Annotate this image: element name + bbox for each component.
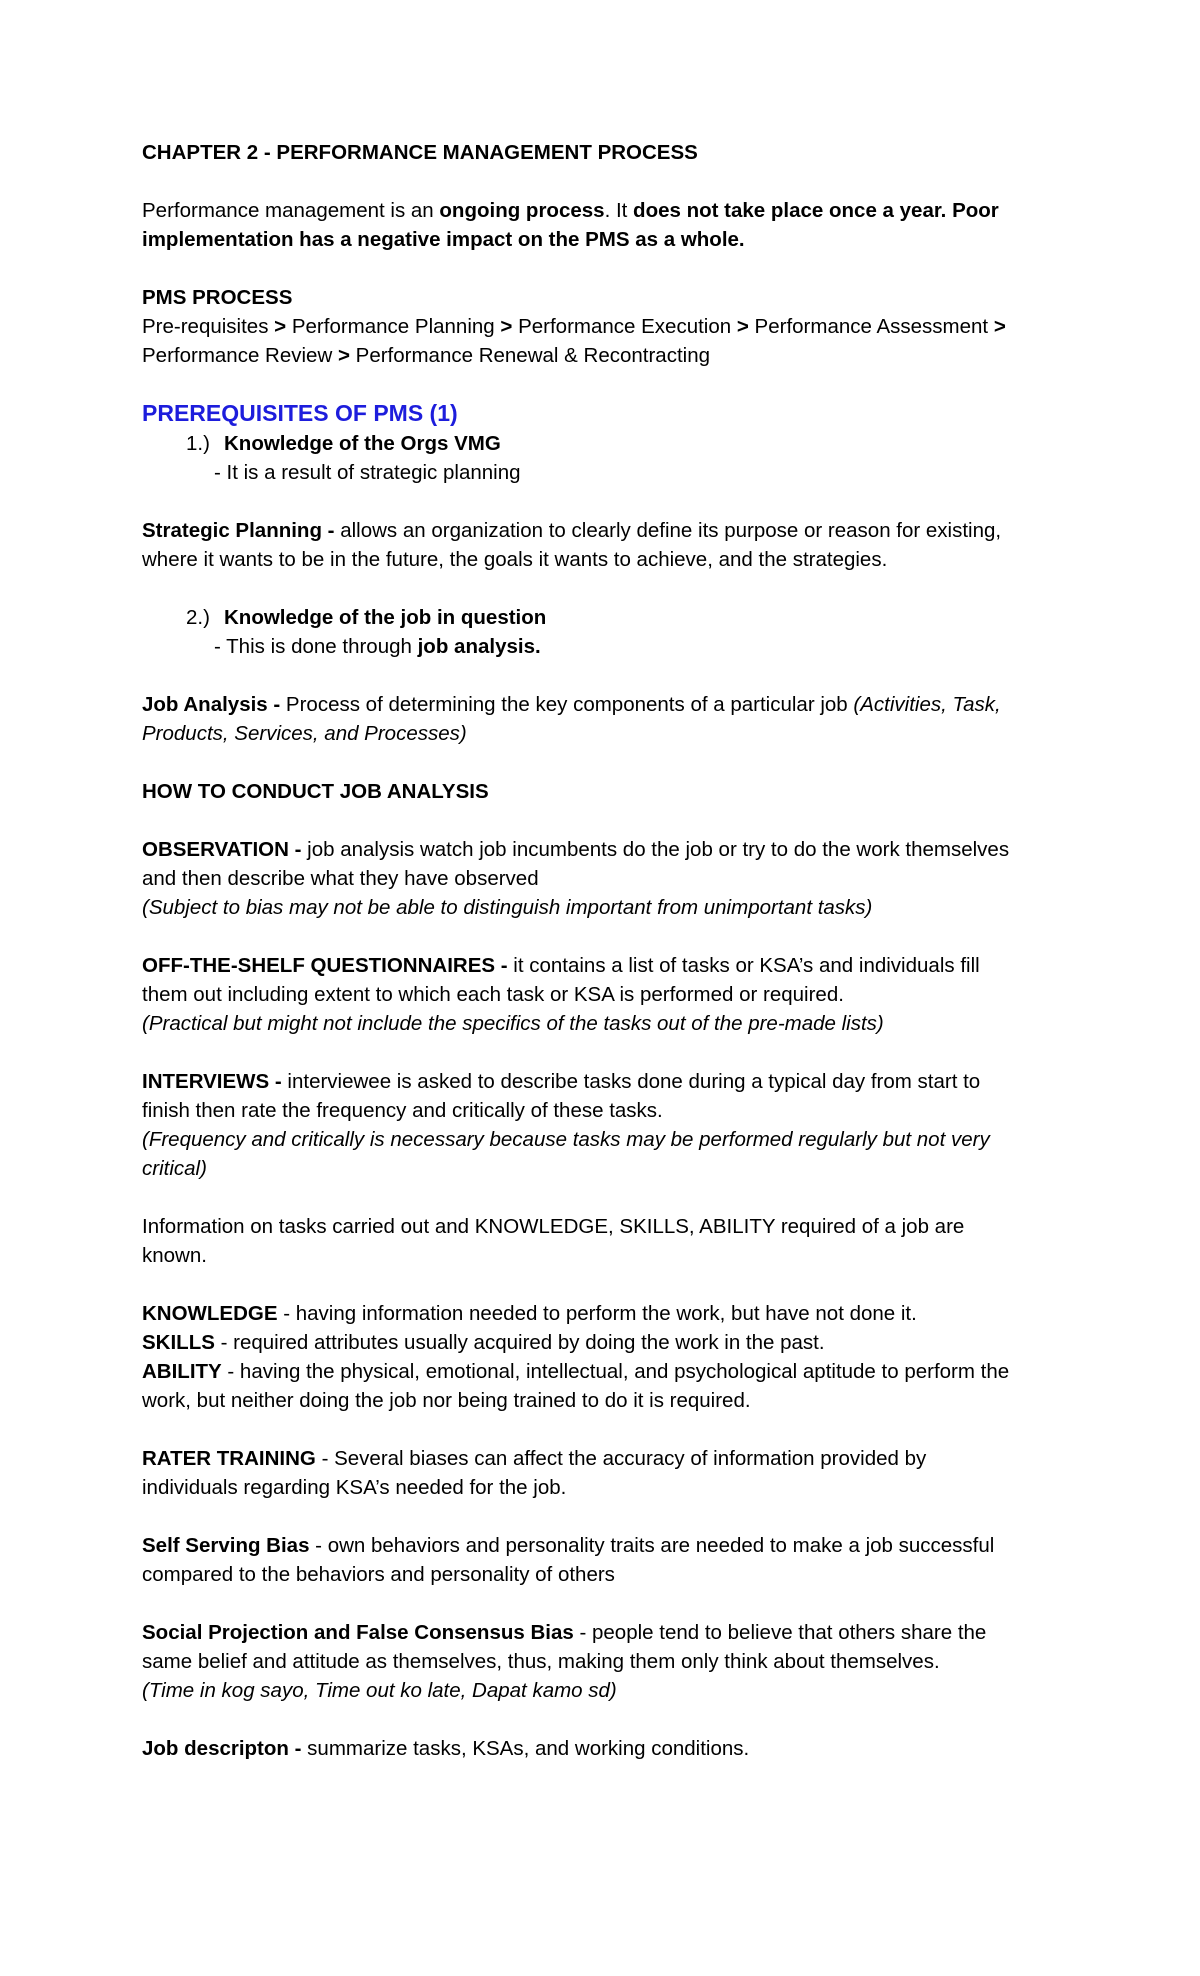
strategic-planning-line-1 [142,516,1072,545]
intro-text: . It [604,199,634,222]
info-line-1: Information on tasks carried out and KNOWLEDGE, SKILLS, ABILITY required of a job are [142,1215,965,1238]
prereq-item-1-sub: - It is a result of strategic planning [214,461,521,484]
term: ABILITY [142,1360,222,1383]
strategic-planning-line-2: where it wants to be in the future, the goals it wants to achieve, and the strategies. [142,548,888,571]
job-description-line [142,1734,1072,1763]
definition: - own behaviors and personality traits are needed to make a job successful [309,1534,995,1557]
interviews-note-2: critical) [142,1157,207,1180]
sub-text: - This is done through [214,635,418,658]
definition: allows an organization to clearly define its purpose or reason for existing, [334,519,1002,542]
term: OBSERVATION - [142,838,302,861]
process-step: Performance Execution [512,315,737,338]
ability-line-1 [142,1357,1072,1386]
definition: interviewee is asked to describe tasks done during a typical day from start to [281,1070,981,1093]
term: Strategic Planning - [142,519,335,542]
interviews-line-1 [142,1067,1072,1096]
social-projection-line-2: same belief and attitude as themselves, thus, making them only think about themselves. [142,1650,940,1673]
ability-line-2: work, but neither doing the job nor being trained to do it is required. [142,1389,751,1412]
list-label: Knowledge of the Orgs VMG [224,432,501,455]
process-arrow: > [500,315,513,338]
term: Social Projection and False Consensus Bias [142,1621,574,1644]
interviews-note-1: (Frequency and critically is necessary because tasks may be performed regularly but not very [142,1128,990,1151]
social-projection-note: (Time in kog sayo, Time out ko late, Dapat kamo sd) [142,1679,617,1702]
knowledge-line [142,1299,1072,1328]
self-serving-line-2: compared to the behaviors and personality of others [142,1563,615,1586]
term: Self Serving Bias [142,1534,310,1557]
self-serving-line-1 [142,1531,1072,1560]
list-label: Knowledge of the job in question [224,606,547,629]
skills-line [142,1328,1072,1357]
definition: summarize tasks, KSAs, and working conditions. [301,1737,750,1760]
process-step: Performance Renewal & Recontracting [349,344,711,367]
document-page [142,138,1072,1763]
process-arrow: > [274,315,287,338]
process-arrow: > [993,315,1006,338]
questionnaires-note: (Practical but might not include the specifics of the tasks out of the pre-made lists) [142,1012,884,1035]
pms-process-line-2 [142,341,1072,370]
definition: - people tend to believe that others share the [573,1621,987,1644]
pms-process-line-1 [142,312,1072,341]
term: OFF-THE-SHELF QUESTIONNAIRES - [142,954,508,977]
prerequisites-heading: PREREQUISITES OF PMS (1) [142,400,458,426]
interviews-line-2: finish then rate the frequency and critically of these tasks. [142,1099,663,1122]
prereq-item-2 [142,603,1072,632]
how-to-heading: HOW TO CONDUCT JOB ANALYSIS [142,780,489,803]
definition: Process of determining the key components of a particular job [280,693,854,716]
intro-line-2: implementation has a negative impact on the PMS as a whole. [142,228,745,251]
term: KNOWLEDGE [142,1302,278,1325]
definition-italic: (Activities, Task, [853,693,1001,716]
term: RATER TRAINING [142,1447,316,1470]
rater-training-line-2: individuals regarding KSA’s needed for the job. [142,1476,567,1499]
job-analysis-line-2: Products, Services, and Processes) [142,722,467,745]
list-number: 1.) [186,432,210,455]
observation-note: (Subject to bias may not be able to distinguish important from unimportant tasks) [142,896,873,919]
process-arrow: > [337,344,350,367]
intro-bold: does not take place once a year. Poor [633,199,999,222]
observation-line-2: and then describe what they have observed [142,867,539,890]
sub-bold: job analysis. [417,635,541,658]
process-step: Pre-requisites [142,315,275,338]
pms-process-heading: PMS PROCESS [142,286,293,309]
term: INTERVIEWS - [142,1070,282,1093]
questionnaires-line-2: them out including extent to which each task or KSA is performed or required. [142,983,844,1006]
definition: - having information needed to perform the work, but have not done it. [277,1302,917,1325]
social-projection-line-1 [142,1618,1072,1647]
definition: it contains a list of tasks or KSA’s and individuals fill [507,954,980,977]
prereq-item-2-sub [142,632,1072,661]
process-step: Performance Review [142,344,338,367]
term: Job Analysis - [142,693,281,716]
process-step: Performance Assessment [748,315,994,338]
term: Job descripton - [142,1737,302,1760]
definition: - Several biases can affect the accuracy of information provided by [315,1447,927,1470]
observation-line-1 [142,835,1072,864]
rater-training-line-1 [142,1444,1072,1473]
list-number: 2.) [186,606,210,629]
chapter-title: CHAPTER 2 - PERFORMANCE MANAGEMENT PROCESS [142,141,698,164]
term: SKILLS [142,1331,215,1354]
definition: - required attributes usually acquired by doing the work in the past. [214,1331,825,1354]
definition: job analysis watch job incumbents do the job or try to do the work themselves [301,838,1010,861]
prereq-item-1 [142,429,1072,458]
job-analysis-line-1 [142,690,1072,719]
intro-bold: ongoing process [439,199,605,222]
definition: - having the physical, emotional, intellectual, and psychological aptitude to perform the [221,1360,1010,1383]
info-line-2: known. [142,1244,207,1267]
process-arrow: > [736,315,749,338]
intro-line-1 [142,196,1072,225]
questionnaires-line-1 [142,951,1072,980]
process-step: Performance Planning [286,315,501,338]
intro-text: Performance management is an [142,199,440,222]
